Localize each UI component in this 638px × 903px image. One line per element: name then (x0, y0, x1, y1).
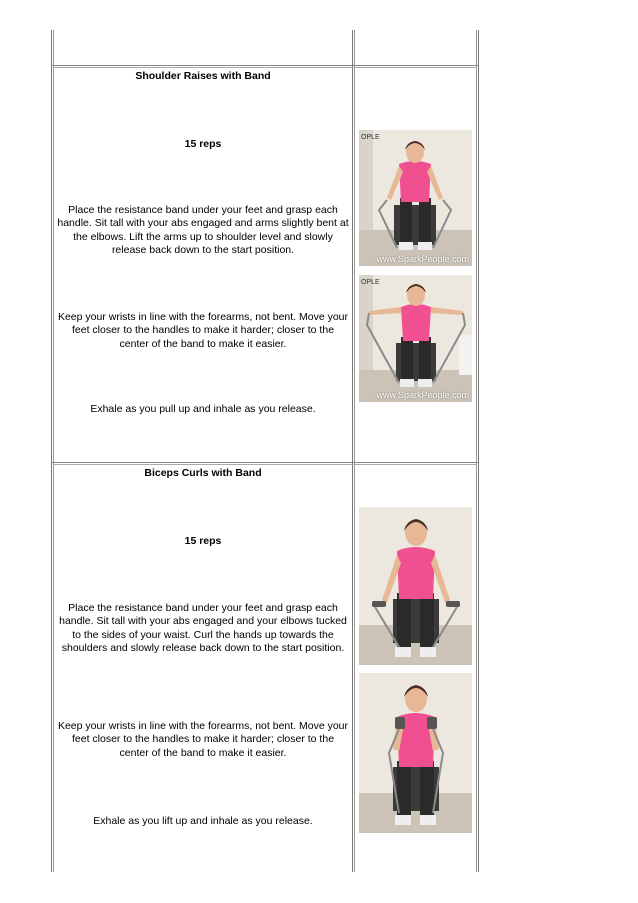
exercise-photo-raised-position (359, 275, 472, 402)
row-divider-middle-inner (53, 464, 477, 465)
table-border-right (478, 30, 479, 872)
table-border-right-inner (476, 30, 477, 872)
exercise-instructions: Place the resistance band under your feet and grasp each handle. Sit tall with your abs engaged and your elbows tucked to the sides of your waist. Curl the hands up towards the shoulders and slowly release back down to the start position. (59, 602, 347, 655)
row-divider-top (51, 65, 479, 66)
exercise-title: Shoulder Raises with Band (135, 70, 271, 82)
exercise-photo-curled-position (359, 673, 472, 833)
photo-watermark: www.SparkPeople.com (376, 254, 469, 264)
row-divider-middle (51, 462, 479, 463)
table-border-left-inner (53, 30, 54, 872)
exercise-breathing: Exhale as you lift up and inhale as you release. (93, 815, 313, 827)
photo-watermark: www.SparkPeople.com (376, 390, 469, 400)
exercise-reps: 15 reps (184, 535, 222, 547)
exercise-tips: Keep your wrists in line with the forearms, not bent. Move your feet closer to the handles to make it harder; closer to the center of the band to make it easier. (57, 720, 349, 759)
table-column-divider (352, 30, 353, 872)
exercise-photo-start-position (359, 507, 472, 665)
table-column-divider-inner (354, 30, 355, 872)
exercise-photo-start-position (359, 130, 472, 266)
exercise-tips: Keep your wrists in line with the forearms, not bent. Move your feet closer to the handles to make it harder; closer to the center of the band to make it easier. (57, 311, 349, 350)
table-border-left (51, 30, 52, 872)
exercise-reps: 15 reps (184, 138, 222, 150)
exercise-breathing: Exhale as you pull up and inhale as you release. (90, 403, 316, 415)
exercise-instructions: Place the resistance band under your feet and grasp each handle. Sit tall with your abs engaged and arms slightly bent at the elbows. Lift the arms up to shoulder level and slowly release back down to the start position. (57, 204, 349, 257)
photo-corner-label: OPLE (361, 134, 380, 141)
photo-corner-label: OPLE (361, 279, 380, 286)
row-divider-top-inner (53, 67, 477, 68)
exercise-title: Biceps Curls with Band (144, 467, 262, 479)
